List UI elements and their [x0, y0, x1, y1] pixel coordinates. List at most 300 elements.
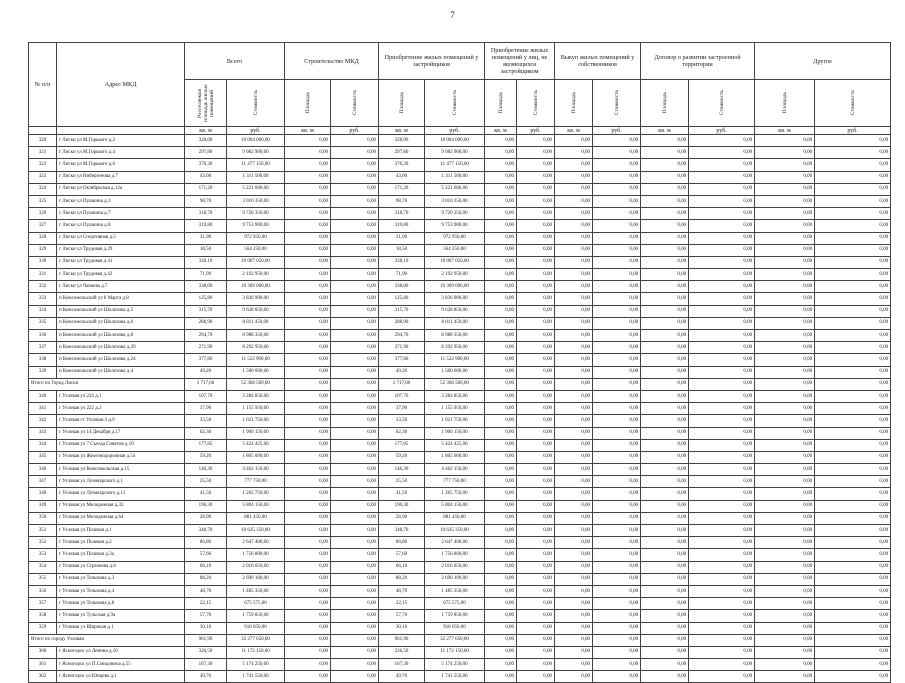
- other-area: 0,00: [755, 439, 815, 451]
- contract-cost: 0,00: [689, 646, 755, 658]
- total-area: 297,80: [185, 147, 227, 159]
- acquisition-other-cost: 0,00: [517, 403, 555, 415]
- construction-area: 0,00: [285, 561, 331, 573]
- other-cost: 0,00: [815, 427, 891, 439]
- row-address: г Узловая ул 222 д.2: [57, 403, 185, 415]
- total-area: 49,20: [185, 366, 227, 378]
- acquisition-other-area: 0,00: [485, 208, 517, 220]
- unit-rub: руб.: [689, 127, 755, 135]
- col-construction-header: Строительство МКД: [285, 43, 379, 80]
- row-number: 332: [29, 281, 57, 293]
- acquisition-other-area: 0,00: [485, 525, 517, 537]
- buyout-area: 0,00: [555, 549, 593, 561]
- buyout-cost: 0,00: [593, 135, 641, 147]
- construction-area: 0,00: [285, 195, 331, 207]
- construction-area: 0,00: [285, 500, 331, 512]
- total-cost: 1 741 550,00: [227, 671, 285, 683]
- contract-area: 0,00: [641, 512, 689, 524]
- contract-area: 0,00: [641, 671, 689, 683]
- total-area: 30,10: [185, 622, 227, 634]
- cost-header: Стоимость: [593, 80, 641, 127]
- acquisition-other-area: 0,00: [485, 427, 517, 439]
- row-address: п Комсомольский ул 8 Марта д.8: [57, 293, 185, 305]
- contract-area: 0,00: [641, 610, 689, 622]
- buyout-cost: 0,00: [593, 610, 641, 622]
- buyout-cost: 0,00: [593, 147, 641, 159]
- buyout-cost: 0,00: [593, 561, 641, 573]
- acquisition-cost: 52 368 500,00: [425, 378, 485, 390]
- acquisition-other-cost: 0,00: [517, 159, 555, 171]
- total-area: 288,90: [185, 317, 227, 329]
- buyout-cost: 0,00: [593, 512, 641, 524]
- total-cost: 11 522 900,00: [227, 354, 285, 366]
- acquisition-other-area: 0,00: [485, 305, 517, 317]
- acquisition-other-area: 0,00: [485, 439, 517, 451]
- area-header: Площадь: [641, 80, 689, 127]
- total-area: 177,85: [185, 439, 227, 451]
- buyout-cost: 0,00: [593, 269, 641, 281]
- other-area: 0,00: [755, 195, 815, 207]
- table-row: [29, 390, 891, 402]
- contract-cost: 0,00: [689, 537, 755, 549]
- acquisition-area: 22,15: [379, 598, 425, 610]
- construction-cost: 0,00: [331, 269, 379, 281]
- unit-area: кв. м: [185, 127, 227, 135]
- row-number: 343: [29, 427, 57, 439]
- construction-area: 0,00: [285, 281, 331, 293]
- acquisition-other-cost: 0,00: [517, 561, 555, 573]
- total-cost: 1 805 600,00: [227, 451, 285, 463]
- table-row: [29, 256, 891, 268]
- construction-area: 0,00: [285, 622, 331, 634]
- construction-area: 0,00: [285, 147, 331, 159]
- contract-area: 0,00: [641, 232, 689, 244]
- row-number: 334: [29, 305, 57, 317]
- buyout-cost: 0,00: [593, 634, 641, 646]
- contract-area: 0,00: [641, 573, 689, 585]
- row-number: 362: [29, 671, 57, 683]
- acquisition-cost: 5 804 150,00: [425, 500, 485, 512]
- acquisition-other-cost: 0,00: [517, 183, 555, 195]
- buyout-area: 0,00: [555, 354, 593, 366]
- buyout-area: 0,00: [555, 671, 593, 683]
- construction-area: 0,00: [285, 220, 331, 232]
- col-buyout-header: Выкуп жилых помещений у собственников: [555, 43, 641, 80]
- buyout-area: 0,00: [555, 500, 593, 512]
- construction-cost: 0,00: [331, 220, 379, 232]
- table-row: [29, 269, 891, 281]
- acquisition-area: 59,20: [379, 451, 425, 463]
- acquisition-other-cost: 0,00: [517, 244, 555, 256]
- row-number: 350: [29, 512, 57, 524]
- row-address: г Лиски ул Трудовая д.41: [57, 256, 185, 268]
- row-address: п Комсомольский ул Шолохова д.20: [57, 342, 185, 354]
- buyout-area: 0,00: [555, 135, 593, 147]
- acquisition-other-area: 0,00: [485, 561, 517, 573]
- contract-cost: 0,00: [689, 549, 755, 561]
- contract-area: 0,00: [641, 378, 689, 390]
- contract-area: 0,00: [641, 634, 689, 646]
- acquisition-other-cost: 0,00: [517, 171, 555, 183]
- contract-cost: 0,00: [689, 622, 755, 634]
- acquisition-other-area: 0,00: [485, 598, 517, 610]
- buyout-cost: 0,00: [593, 464, 641, 476]
- row-number: 333: [29, 293, 57, 305]
- construction-area: 0,00: [285, 330, 331, 342]
- acquisition-cost: 1 741 550,00: [425, 671, 485, 683]
- total-area: 33,50: [185, 415, 227, 427]
- other-cost: 0,00: [815, 147, 891, 159]
- other-cost: 0,00: [815, 378, 891, 390]
- construction-area: 0,00: [285, 549, 331, 561]
- table-row: [29, 195, 891, 207]
- total-cost: 675 575,00: [227, 598, 285, 610]
- buyout-area: 0,00: [555, 147, 593, 159]
- contract-area: 0,00: [641, 220, 689, 232]
- total-area: 294,70: [185, 330, 227, 342]
- row-address: г Узловая ул Молодежная д.32: [57, 500, 185, 512]
- row-number: 354: [29, 561, 57, 573]
- unit-rub: руб.: [425, 127, 485, 135]
- buyout-area: 0,00: [555, 525, 593, 537]
- row-address: г Узловая ул Широкая д.1: [57, 622, 185, 634]
- total-cost: 1 500 600,00: [227, 366, 285, 378]
- other-area: 0,00: [755, 330, 815, 342]
- acquisition-other-area: 0,00: [485, 147, 517, 159]
- construction-area: 0,00: [285, 342, 331, 354]
- row-number: 346: [29, 464, 57, 476]
- buyout-cost: 0,00: [593, 317, 641, 329]
- table-row: [29, 159, 891, 171]
- total-cost: 9 082 900,00: [227, 147, 285, 159]
- other-cost: 0,00: [815, 159, 891, 171]
- table-row: [29, 464, 891, 476]
- table-row: [29, 439, 891, 451]
- buyout-cost: 0,00: [593, 671, 641, 683]
- total-cost: 8 988 350,00: [227, 330, 285, 342]
- construction-cost: 0,00: [331, 281, 379, 293]
- cost-header: Стоимость: [689, 80, 755, 127]
- other-area: 0,00: [755, 476, 815, 488]
- unit-rub: руб.: [517, 127, 555, 135]
- contract-cost: 0,00: [689, 366, 755, 378]
- other-cost: 0,00: [815, 269, 891, 281]
- contract-area: 0,00: [641, 585, 689, 597]
- construction-cost: 0,00: [331, 561, 379, 573]
- total-cost: 2 690 100,00: [227, 573, 285, 585]
- acquisition-other-area: 0,00: [485, 403, 517, 415]
- construction-area: 0,00: [285, 464, 331, 476]
- contract-area: 0,00: [641, 439, 689, 451]
- buyout-area: 0,00: [555, 427, 593, 439]
- contract-cost: 0,00: [689, 281, 755, 293]
- contract-cost: 0,00: [689, 147, 755, 159]
- contract-cost: 0,00: [689, 500, 755, 512]
- acquisition-other-cost: 0,00: [517, 415, 555, 427]
- construction-area: 0,00: [285, 305, 331, 317]
- buyout-area: 0,00: [555, 439, 593, 451]
- buyout-area: 0,00: [555, 476, 593, 488]
- row-number: 355: [29, 573, 57, 585]
- row-address: г Ясногорск ул П.Смидовича д.55: [57, 659, 185, 671]
- acquisition-cost: 881 450,00: [425, 512, 485, 524]
- acquisition-area: 66,10: [379, 561, 425, 573]
- acquisition-other-area: 0,00: [485, 634, 517, 646]
- total-cost: 5 424 425,00: [227, 439, 285, 451]
- row-address: г Узловая ул 222 д.1: [57, 390, 185, 402]
- acquisition-cost: 972 950,00: [425, 232, 485, 244]
- contract-cost: 0,00: [689, 293, 755, 305]
- acquisition-other-area: 0,00: [485, 269, 517, 281]
- acquisition-cost: 675 575,00: [425, 598, 485, 610]
- contract-area: 0,00: [641, 500, 689, 512]
- subtotal-row: [29, 634, 891, 646]
- other-cost: 0,00: [815, 415, 891, 427]
- other-cost: 0,00: [815, 610, 891, 622]
- other-area: 0,00: [755, 525, 815, 537]
- row-number: 348: [29, 488, 57, 500]
- other-area: 0,00: [755, 585, 815, 597]
- acquisition-other-cost: 0,00: [517, 573, 555, 585]
- buyout-area: 0,00: [555, 403, 593, 415]
- acquisition-area: 88,20: [379, 573, 425, 585]
- row-number: 338: [29, 354, 57, 366]
- table-row: [29, 232, 891, 244]
- buyout-cost: 0,00: [593, 256, 641, 268]
- buyout-area: 0,00: [555, 512, 593, 524]
- total-area: 41,50: [185, 488, 227, 500]
- acquisition-other-cost: 0,00: [517, 195, 555, 207]
- construction-area: 0,00: [285, 208, 331, 220]
- contract-cost: 0,00: [689, 512, 755, 524]
- acquisition-cost: 2 016 050,00: [425, 561, 485, 573]
- row-address: г Лиски ул Трудовая д.42: [57, 269, 185, 281]
- buyout-area: 0,00: [555, 281, 593, 293]
- buyout-area: 0,00: [555, 244, 593, 256]
- row-number: 337: [29, 342, 57, 354]
- acquisition-cost: 8 988 350,00: [425, 330, 485, 342]
- acquisition-cost: 1 759 850,00: [425, 610, 485, 622]
- buyout-area: 0,00: [555, 646, 593, 658]
- acquisition-other-area: 0,00: [485, 354, 517, 366]
- unit-rub: руб.: [227, 127, 285, 135]
- construction-area: 0,00: [285, 476, 331, 488]
- acquisition-cost: 1 021 750,00: [425, 415, 485, 427]
- row-address: г Узловая ул 7 Съезда Советов д.10: [57, 439, 185, 451]
- acquisition-area: 315,70: [379, 305, 425, 317]
- other-cost: 0,00: [815, 634, 891, 646]
- other-cost: 0,00: [815, 671, 891, 683]
- acquisition-area: 31,90: [379, 232, 425, 244]
- contract-area: 0,00: [641, 269, 689, 281]
- table-row: [29, 549, 891, 561]
- col-num-header: № п/п: [29, 43, 57, 127]
- acquisition-cost: 5 424 425,00: [425, 439, 485, 451]
- acquisition-other-cost: 0,00: [517, 488, 555, 500]
- total-area: 315,70: [185, 305, 227, 317]
- contract-cost: 0,00: [689, 671, 755, 683]
- construction-cost: 0,00: [331, 208, 379, 220]
- buyout-cost: 0,00: [593, 427, 641, 439]
- contract-cost: 0,00: [689, 220, 755, 232]
- other-cost: 0,00: [815, 342, 891, 354]
- acquisition-other-cost: 0,00: [517, 525, 555, 537]
- other-area: 0,00: [755, 464, 815, 476]
- acquisition-other-cost: 0,00: [517, 512, 555, 524]
- other-area: 0,00: [755, 220, 815, 232]
- contract-cost: 0,00: [689, 659, 755, 671]
- table-row: [29, 598, 891, 610]
- acquisition-area: 49,70: [379, 671, 425, 683]
- acquisition-cost: 10 309 000,00: [425, 281, 485, 293]
- total-area: 190,30: [185, 500, 227, 512]
- construction-cost: 0,00: [331, 305, 379, 317]
- acquisition-cost: 8 292 950,00: [425, 342, 485, 354]
- area-header: Площадь: [755, 80, 815, 127]
- total-cost: 9 628 850,00: [227, 305, 285, 317]
- acquisition-area: 57,70: [379, 610, 425, 622]
- total-area: 171,20: [185, 183, 227, 195]
- contract-cost: 0,00: [689, 208, 755, 220]
- other-area: 0,00: [755, 183, 815, 195]
- acquisition-cost: 32 277 650,00: [425, 634, 485, 646]
- contract-cost: 0,00: [689, 585, 755, 597]
- total-cost: 1 021 750,00: [227, 415, 285, 427]
- table-row: [29, 427, 891, 439]
- row-number: 340: [29, 390, 57, 402]
- col-other-header: Другое: [755, 43, 891, 80]
- unit-area: кв. м: [641, 127, 689, 135]
- row-address: г Узловая ул Молодежная д.64: [57, 512, 185, 524]
- row-address: г Лиски ул Октябрьская д.12а: [57, 183, 185, 195]
- acquisition-other-area: 0,00: [485, 256, 517, 268]
- acquisition-other-cost: 0,00: [517, 305, 555, 317]
- other-area: 0,00: [755, 500, 815, 512]
- table-row: [29, 671, 891, 683]
- total-area: 37,90: [185, 403, 227, 415]
- construction-cost: 0,00: [331, 646, 379, 658]
- contract-cost: 0,00: [689, 525, 755, 537]
- contract-area: 0,00: [641, 537, 689, 549]
- row-number: 320: [29, 135, 57, 147]
- other-area: 0,00: [755, 537, 815, 549]
- row-number: 339: [29, 366, 57, 378]
- total-area: 66,10: [185, 561, 227, 573]
- cost-header: Стоимость: [331, 80, 379, 127]
- total-cost: 11 477 150,00: [227, 159, 285, 171]
- total-area: 49,70: [185, 671, 227, 683]
- other-cost: 0,00: [815, 403, 891, 415]
- construction-cost: 0,00: [331, 244, 379, 256]
- other-area: 0,00: [755, 622, 815, 634]
- row-number: 330: [29, 256, 57, 268]
- acquisition-other-area: 0,00: [485, 293, 517, 305]
- acquisition-other-area: 0,00: [485, 330, 517, 342]
- buyout-cost: 0,00: [593, 549, 641, 561]
- row-address: г Лиски ул Чапаева д.7: [57, 281, 185, 293]
- row-address: г Лиски ул М.Горького д.2: [57, 135, 185, 147]
- buyout-cost: 0,00: [593, 585, 641, 597]
- contract-area: 0,00: [641, 330, 689, 342]
- total-area: 25,50: [185, 476, 227, 488]
- other-cost: 0,00: [815, 366, 891, 378]
- total-area: 18,50: [185, 244, 227, 256]
- construction-cost: 0,00: [331, 183, 379, 195]
- contract-area: 0,00: [641, 561, 689, 573]
- row-address: г Узловая ул Тельмана д.8: [57, 598, 185, 610]
- contract-cost: 0,00: [689, 378, 755, 390]
- buyout-area: 0,00: [555, 537, 593, 549]
- acquisition-area: 33,50: [379, 415, 425, 427]
- construction-area: 0,00: [285, 659, 331, 671]
- construction-area: 0,00: [285, 378, 331, 390]
- other-cost: 0,00: [815, 293, 891, 305]
- acquisition-area: 146,30: [379, 464, 425, 476]
- contract-cost: 0,00: [689, 415, 755, 427]
- construction-area: 0,00: [285, 634, 331, 646]
- buyout-area: 0,00: [555, 634, 593, 646]
- contract-area: 0,00: [641, 366, 689, 378]
- row-number: 321: [29, 147, 57, 159]
- row-number: 359: [29, 622, 57, 634]
- total-area: 88,20: [185, 573, 227, 585]
- acquisition-other-cost: 0,00: [517, 610, 555, 622]
- acquisition-area: 271,90: [379, 342, 425, 354]
- contract-area: 0,00: [641, 390, 689, 402]
- row-address: г Узловая ул Комсомольская д.15: [57, 464, 185, 476]
- row-number: 352: [29, 537, 57, 549]
- row-address: г Лиски ул М.Горького д.6: [57, 159, 185, 171]
- buyout-area: 0,00: [555, 293, 593, 305]
- construction-area: 0,00: [285, 451, 331, 463]
- construction-area: 0,00: [285, 293, 331, 305]
- total-area: 62,30: [185, 427, 227, 439]
- total-cost: 564 250,00: [227, 244, 285, 256]
- buyout-cost: 0,00: [593, 159, 641, 171]
- table-body: [29, 135, 891, 683]
- acquisition-other-area: 0,00: [485, 488, 517, 500]
- acquisition-cost: 3 836 900,00: [425, 293, 485, 305]
- contract-area: 0,00: [641, 244, 689, 256]
- total-cost: 1 900 150,00: [227, 427, 285, 439]
- total-cost: 1 756 800,00: [227, 549, 285, 561]
- buyout-cost: 0,00: [593, 476, 641, 488]
- buyout-cost: 0,00: [593, 220, 641, 232]
- total-cost: 1 311 500,00: [227, 171, 285, 183]
- acquisition-other-cost: 0,00: [517, 659, 555, 671]
- acquisition-other-area: 0,00: [485, 671, 517, 683]
- contract-cost: 0,00: [689, 439, 755, 451]
- total-area: 22,15: [185, 598, 227, 610]
- other-area: 0,00: [755, 415, 815, 427]
- construction-area: 0,00: [285, 256, 331, 268]
- acquisition-other-cost: 0,00: [517, 451, 555, 463]
- contract-cost: 0,00: [689, 171, 755, 183]
- construction-cost: 0,00: [331, 171, 379, 183]
- acquisition-other-area: 0,00: [485, 378, 517, 390]
- construction-cost: 0,00: [331, 439, 379, 451]
- col-address-header: Адрес МКД: [57, 43, 185, 127]
- construction-cost: 0,00: [331, 232, 379, 244]
- acquisition-other-cost: 0,00: [517, 232, 555, 244]
- other-cost: 0,00: [815, 476, 891, 488]
- total-area: 48,70: [185, 585, 227, 597]
- contract-cost: 0,00: [689, 634, 755, 646]
- acquisition-area: 57,60: [379, 549, 425, 561]
- buyout-cost: 0,00: [593, 403, 641, 415]
- row-address: г Лиски ул Трудовая д.29: [57, 244, 185, 256]
- total-cost: 1 265 750,00: [227, 488, 285, 500]
